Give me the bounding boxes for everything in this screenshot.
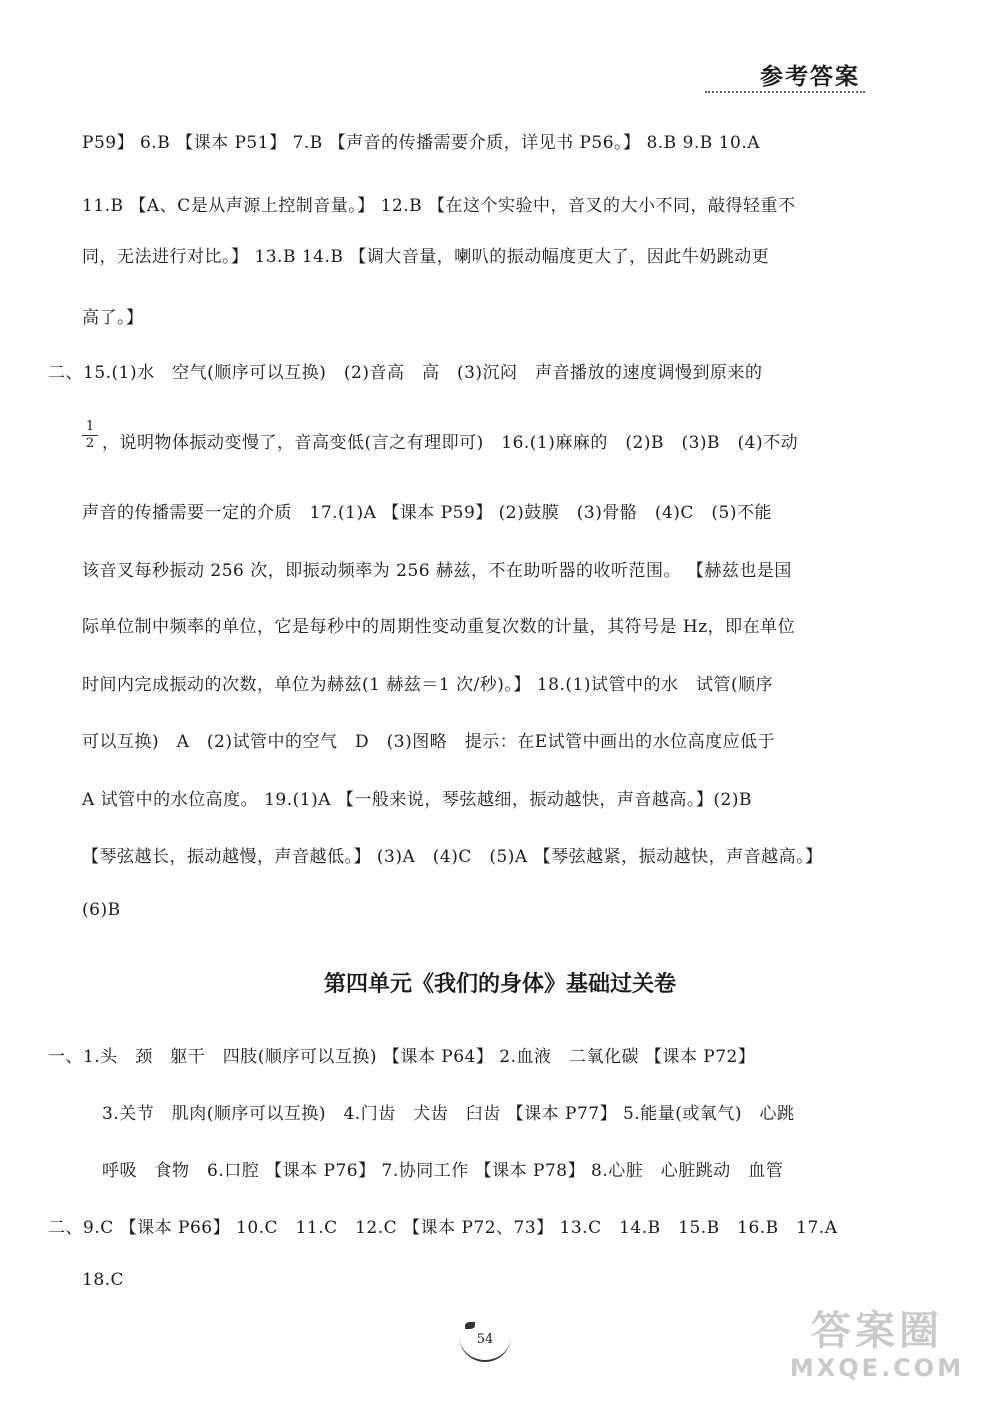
answer-line: 11.B 【A、C是从声源上控制音量。】 12.B 【在这个实验中，音叉的大小不同，敲得轻重不 [82,196,796,216]
page-number: 54 [476,1332,494,1347]
fraction-denominator: 2 [85,436,95,451]
answer-line: 高了。】 [82,308,144,328]
answer-line: 该音叉每秒振动 256 次，即振动频率为 256 赫兹，不在助听器的收听范围。 【赫兹也是国 [82,561,792,581]
fraction-one-half [82,420,98,451]
header-divider [705,91,865,93]
answer-line: 声音的传播需要一定的介质 17.(1)A 【课本 P59】 (2)鼓膜 (3)骨骼 (4)C (5)不能 [82,503,773,523]
answer-line: P59】 6.B 【课本 P51】 7.B 【声音的传播需要介质，详见书 P56。】 8.B 9.B 10.A [82,133,761,153]
answer-line: 二、15.(1)水 空气(顺序可以互换) (2)音高 高 (3)沉闷 声音播放的速度调慢到原来的 [48,363,763,383]
answer-line: 一、1.头 颈 躯干 四肢(顺序可以互换) 【课本 P64】 2.血液 二氧化碳 【课本 P72】 [48,1047,756,1067]
answer-line: 时间内完成振动的次数，单位为赫兹(1 赫兹＝1 次/秒)。】 18.(1)试管中的水 试管(顺序 [82,675,774,695]
answer-line: 二、9.C 【课本 P66】 10.C 11.C 12.C 【课本 P72、73】 13.C 14.B 15.B 16.B 17.A [48,1218,838,1238]
page-number-ornament [455,1320,515,1362]
leaf-icon [465,1322,475,1329]
answer-line: 18.C [82,1270,125,1290]
answer-line: 3.关节 肌肉(顺序可以互换) 4.门齿 犬齿 臼齿 【课本 P77】 5.能量(或氧气) 心跳 [102,1104,795,1124]
answer-line: 可以互换) A (2)试管中的空气 D (3)图略 提示：在E试管中画出的水位高度应低于 [82,732,776,752]
answer-line: 同，无法进行对比。】 13.B 14.B 【调大音量，喇叭的振动幅度更大了，因此牛奶跳动更 [82,247,770,267]
answer-line: (6)B [82,900,121,920]
answer-line: ，说明物体振动变慢了，音高变低(言之有理即可) 16.(1)麻麻的 (2)B (3)B (4)不动 [102,433,799,453]
page-header-title: 参考答案 [760,64,860,90]
watermark-logo [772,1308,982,1388]
answer-line: 【琴弦越长，振动越慢，声音越低。】 (3)A (4)C (5)A 【琴弦越紧，振动越快，声音越高。】 [82,847,823,867]
watermark-text: 答案圈 [811,1308,943,1354]
watermark-url: MXQE.COM [789,1354,965,1382]
unit-title: 第四单元《我们的身体》基础过关卷 [323,972,676,997]
answer-line: A 试管中的水位高度。 19.(1)A 【一般来说，琴弦越细，振动越快，声音越高。】(2)B [82,790,752,810]
answer-line: 呼吸 食物 6.口腔 【课本 P76】 7.协同工作 【课本 P78】 8.心脏 心脏跳动 血管 [102,1161,784,1181]
answer-line: 际单位制中频率的单位，它是每秒中的周期性变动重复次数的计量，其符号是 Hz，即在单位 [82,617,796,637]
fraction-numerator: 1 [85,419,95,434]
